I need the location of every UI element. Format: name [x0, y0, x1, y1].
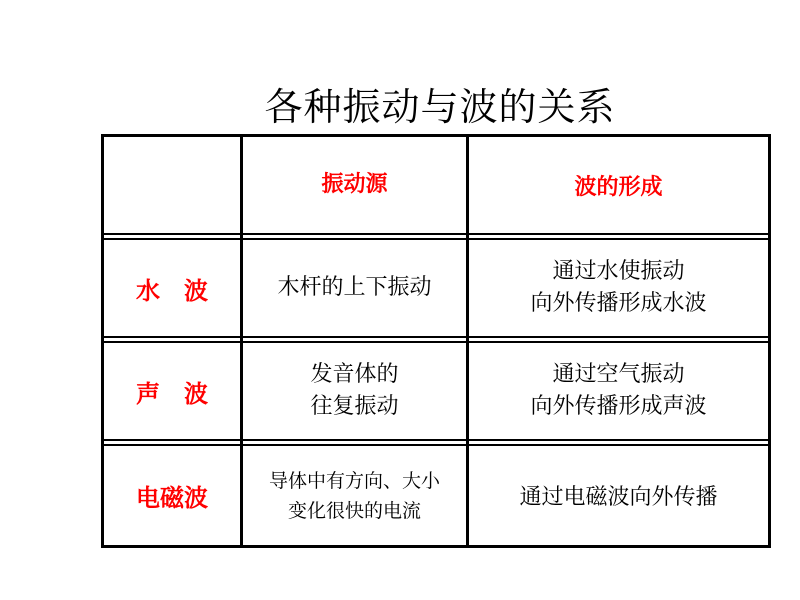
row-label-sound-wave: 声 波: [136, 379, 208, 408]
table-border-bottom: [101, 545, 771, 548]
row-divider-1a: [101, 233, 771, 235]
header-wave-formation: [469, 137, 768, 233]
header-vibration-source: [243, 137, 466, 227]
vibration-wave-table: [101, 134, 771, 548]
header-vibration-source-label: 振动源: [321, 171, 388, 197]
em-wave-source: 导体中有方向、大小 变化很快的电流: [268, 469, 440, 522]
row-label-em-wave: 电磁波: [136, 484, 208, 512]
page-title: 各种振动与波的关系: [264, 85, 616, 129]
em-wave-formation: 通过电磁波向外传播: [519, 485, 718, 510]
row-divider-3a: [101, 439, 771, 441]
row-label-water-wave: 水 波: [136, 276, 208, 305]
sound-wave-source: 发音体的 往复振动: [310, 362, 399, 419]
water-wave-formation: 通过水使振动 向外传播形成水波: [530, 259, 707, 316]
corner-cell: [104, 137, 240, 233]
water-wave-source: 木杆的上下振动: [277, 275, 432, 300]
header-wave-formation-label: 波的形成: [574, 174, 663, 200]
row-divider-2a: [101, 336, 771, 338]
sound-wave-formation: 通过空气振动 向外传播形成声波: [530, 362, 707, 419]
